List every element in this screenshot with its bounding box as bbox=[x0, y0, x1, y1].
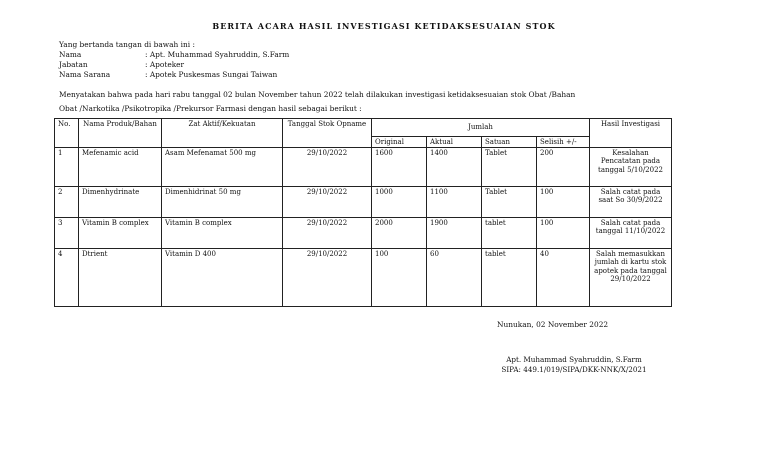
cell-tanggal: 29/10/2022 bbox=[283, 187, 372, 218]
header-zat: Zat Aktif/Kekuatan bbox=[162, 119, 283, 148]
cell-selisih: 200 bbox=[537, 148, 590, 187]
subheader-selisih: Selisih +/- bbox=[537, 137, 590, 148]
cell-satuan: Tablet bbox=[482, 148, 537, 187]
header-tanggal: Tanggal Stok Opname bbox=[283, 119, 372, 148]
header-jumlah: Jumlah bbox=[372, 119, 590, 137]
cell-no: 2 bbox=[55, 187, 79, 218]
table-row bbox=[55, 148, 672, 187]
identity-row-jabatan bbox=[59, 60, 184, 70]
cell-no: 4 bbox=[55, 249, 79, 307]
identity-value: : Apotek Puskesmas Sungai Taiwan bbox=[145, 70, 278, 79]
cell-tanggal: 29/10/2022 bbox=[283, 218, 372, 249]
cell-nama: Dimenhydrinate bbox=[79, 187, 162, 218]
identity-row-name bbox=[59, 50, 289, 60]
cell-satuan: tablet bbox=[482, 218, 537, 249]
signature-block bbox=[474, 355, 674, 375]
cell-selisih: 100 bbox=[537, 187, 590, 218]
cell-zat: Dimenhidrinat 50 mg bbox=[162, 187, 283, 218]
cell-hasil: Salah catat pada saat So 30/9/2022 bbox=[590, 187, 672, 218]
cell-zat: Vitamin B complex bbox=[162, 218, 283, 249]
subheader-satuan: Satuan bbox=[482, 137, 537, 148]
identity-label: Jabatan bbox=[59, 60, 88, 69]
cell-nama: Dtrient bbox=[79, 249, 162, 307]
subheader-original: Original bbox=[372, 137, 427, 148]
identity-value: : Apt. Muhammad Syahruddin, S.Farm bbox=[145, 50, 290, 59]
table-row bbox=[55, 187, 672, 218]
cell-nama: Vitamin B complex bbox=[79, 218, 162, 249]
signatory-sipa: SIPA: 449.1/019/SIPA/DKK-NNK/X/2021 bbox=[501, 365, 647, 374]
identity-label: Nama Sarana bbox=[59, 70, 111, 79]
cell-zat: Asam Mefenamat 500 mg bbox=[162, 148, 283, 187]
cell-tanggal: 29/10/2022 bbox=[283, 148, 372, 187]
identity-row-sarana bbox=[59, 70, 277, 80]
identity-label: Nama bbox=[59, 50, 82, 59]
cell-no: 3 bbox=[55, 218, 79, 249]
cell-hasil: Salah catat pada tanggal 11/10/2022 bbox=[590, 218, 672, 249]
cell-aktual: 1400 bbox=[427, 148, 482, 187]
subheader-aktual: Aktual bbox=[427, 137, 482, 148]
cell-satuan: tablet bbox=[482, 249, 537, 307]
table-row bbox=[55, 249, 672, 307]
header-nama: Nama Produk/Bahan bbox=[79, 119, 162, 148]
statement-line-1: Menyatakan bahwa pada hari rabu tanggal 02 bulan November tahun 2022 telah dilakukan investigasi ketidaksesuaian stok Obat /Bahan bbox=[59, 90, 576, 99]
place-date: Nunukan, 02 November 2022 bbox=[497, 320, 609, 329]
intro-text: Yang bertanda tangan di bawah ini : bbox=[59, 40, 195, 49]
document-title: BERITA ACARA HASIL INVESTIGASI KETIDAKSESUAIAN STOK bbox=[212, 21, 556, 31]
cell-original: 1600 bbox=[372, 148, 427, 187]
cell-selisih: 100 bbox=[537, 218, 590, 249]
cell-original: 2000 bbox=[372, 218, 427, 249]
signatory-name: Apt. Muhammad Syahruddin, S.Farm bbox=[506, 355, 642, 364]
investigation-table bbox=[54, 118, 672, 307]
header-no: No. bbox=[55, 119, 79, 148]
header-hasil: Hasil Investigasi bbox=[590, 119, 672, 148]
cell-nama: Mefenamic acid bbox=[79, 148, 162, 187]
cell-original: 1000 bbox=[372, 187, 427, 218]
cell-aktual: 1900 bbox=[427, 218, 482, 249]
cell-satuan: Tablet bbox=[482, 187, 537, 218]
cell-hasil: Kesalahan Pencatatan pada tanggal 5/10/2022 bbox=[590, 148, 672, 187]
table-row bbox=[55, 218, 672, 249]
cell-original: 100 bbox=[372, 249, 427, 307]
cell-zat: Vitamin D 400 bbox=[162, 249, 283, 307]
identity-value: : Apoteker bbox=[145, 60, 185, 69]
cell-hasil: Salah memasukkan jumlah di kartu stok apotek pada tanggal 29/10/2022 bbox=[590, 249, 672, 307]
statement-line-2: Obat /Narkotika /Psikotropika /Prekursor Farmasi dengan hasil sebagai berikut : bbox=[59, 104, 362, 113]
cell-aktual: 1100 bbox=[427, 187, 482, 218]
table-header-row bbox=[55, 119, 672, 137]
cell-no: 1 bbox=[55, 148, 79, 187]
cell-aktual: 60 bbox=[427, 249, 482, 307]
cell-tanggal: 29/10/2022 bbox=[283, 249, 372, 307]
cell-selisih: 40 bbox=[537, 249, 590, 307]
